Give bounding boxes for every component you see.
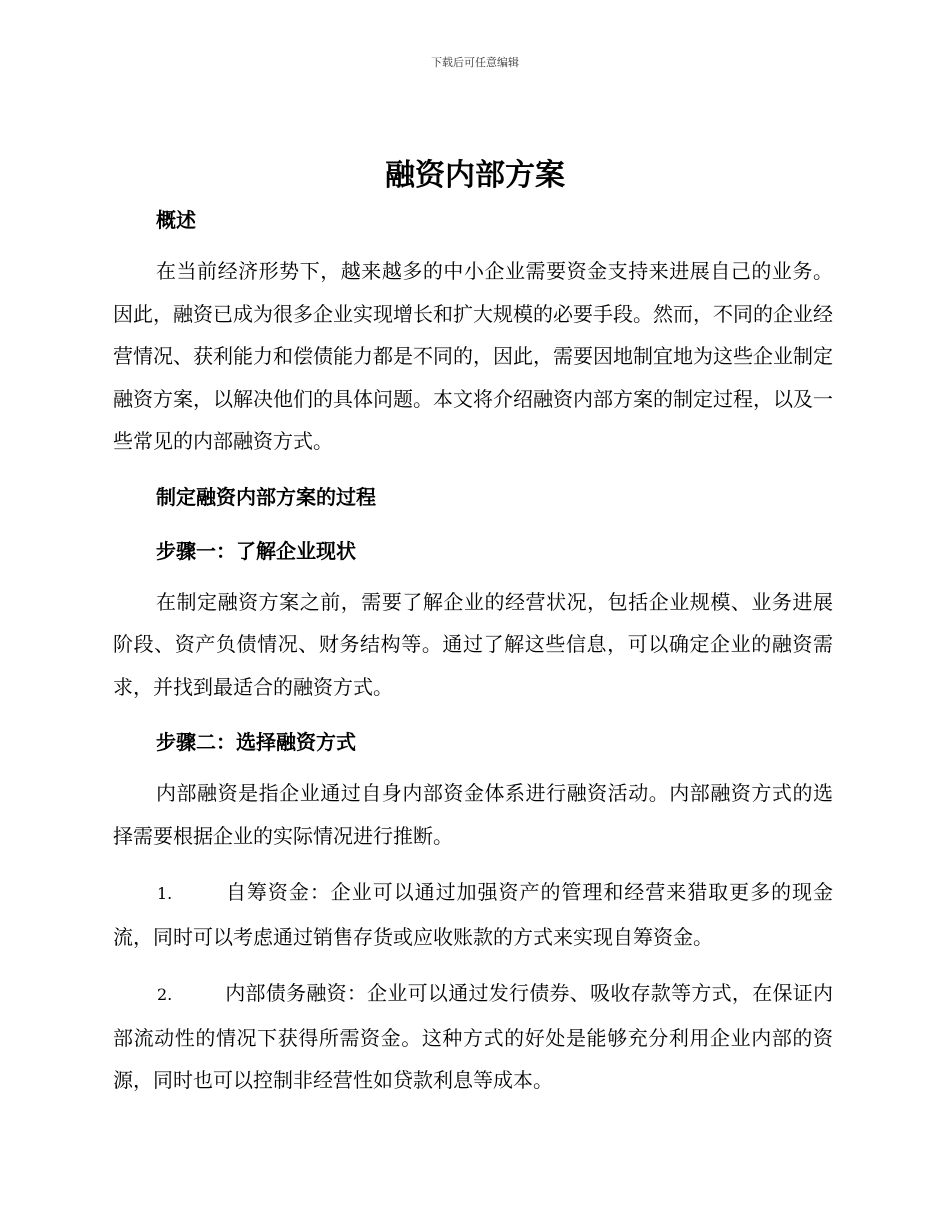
header-note: 下载后可任意编辑 — [431, 56, 519, 69]
step1-paragraph: 在制定融资方案之前，需要了解企业的经营状况，包括企业规模、业务进展阶段、资产负债情况、财务结构等。通过了解这些信息，可以确定企业的融资需求，并找到最适合的融资方式。 — [113, 589, 833, 699]
overview-paragraph: 在当前经济形势下，越来越多的中小企业需要资金支持来进展自己的业务。因此，融资已成为很多企业实现增长和扩大规模的必要手段。然而，不同的企业经营情况、获利能力和偿债能力都是不同的，因此，需要因地制宜地为这些企业制定融资方案，以解决他们的具体问题。本文将介绍融资内部方案的制定过程，以及一些常见的内部融资方式。 — [113, 259, 833, 453]
step2-heading: 步骤二：选择融资方式 — [156, 730, 356, 754]
list-item-number: 2. — [157, 985, 173, 1004]
document-body — [113, 200, 833, 1102]
list-item — [113, 972, 833, 1102]
document-title: 融资内部方案 — [385, 158, 565, 193]
list-item — [113, 871, 833, 958]
list-item-text: 自筹资金：企业可以通过加强资产的管理和经营来猎取更多的现金流，同时可以考虑通过销售存货或应收账款的方式来实现自筹资金。 — [113, 880, 833, 949]
overview-heading: 概述 — [156, 208, 196, 232]
step2-paragraph: 内部融资是指企业通过自身内部资金体系进行融资活动。内部融资方式的选择需要根据企业的实际情况进行推断。 — [113, 781, 833, 848]
step1-heading: 步骤一：了解企业现状 — [156, 538, 356, 563]
list-item-text: 内部债务融资：企业可以通过发行债券、吸收存款等方式，在保证内部流动性的情况下获得所需资金。这种方式的好处是能够充分利用企业内部的资源，同时也可以控制非经营性如贷款利息等成本。 — [113, 981, 833, 1092]
process-heading: 制定融资内部方案的过程 — [156, 484, 376, 509]
list-item-number: 1. — [157, 884, 173, 903]
